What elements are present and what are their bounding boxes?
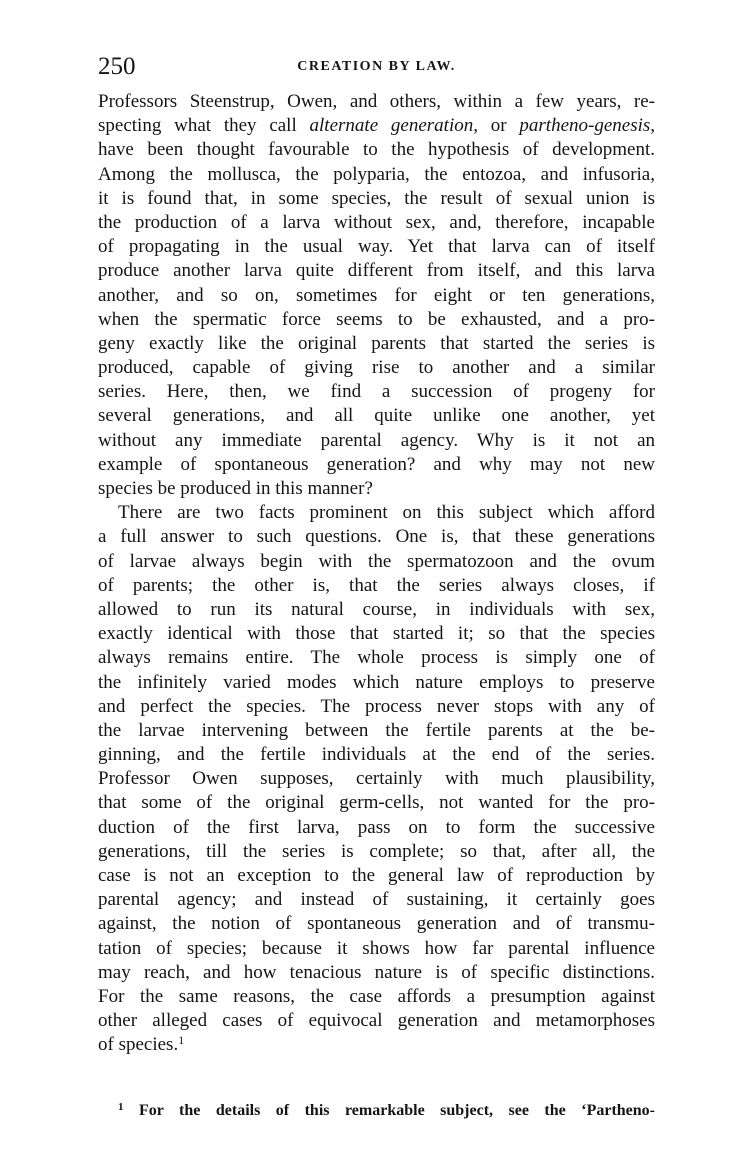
text-line: against, the notion of spontaneous generation and of transmu- [98,913,655,935]
text-line: that some of the original germ-cells, not wanted for the pro- [98,792,655,814]
footnote-reference[interactable]: 1 [178,1033,185,1048]
text-line: There are two facts prominent on this subject which afford [118,502,655,524]
text-line: example of spontaneous generation? and why may not new [98,453,655,475]
text-line: other alleged cases of equivocal generation and metamorphoses [98,1010,655,1032]
text-line: of parents; the other is, that the series always closes, if [98,574,655,596]
text-line [98,1033,655,1057]
text-line: Among the mollusca, the polyparia, the entozoa, and infusoria, [98,163,655,185]
text-line: a full answer to such questions. One is, that these generations [98,526,655,548]
text-line: exactly identical with those that started it; so that the species [98,623,655,645]
text-line: the larvae intervening between the fertile parents at the be- [98,719,655,741]
text-line: may reach, and how tenacious nature is of specific distinctions. [98,961,655,983]
text-line [98,114,655,138]
text-line: geny exactly like the original parents that started the series is [98,332,655,354]
text-line: of propagating in the usual way. Yet that larva can of itself [98,236,655,258]
footnote-mark: 1 [118,1101,124,1113]
text-line: it is found that, in some species, the result of sexual union is [98,187,655,209]
footnote [98,1099,655,1123]
text-run: of species. [98,1034,179,1056]
body-text [98,90,655,1058]
italic-term: partheno-genesis, [519,115,655,137]
text-line: generations, till the series is complete; so that, after all, the [98,840,655,862]
running-title: CREATION BY LAW. [297,59,456,74]
text-line: duction of the first larva, pass on to form the successive [98,816,655,838]
text-line: always remains entire. The whole process is simply one of [98,647,655,669]
italic-term: alternate generation, [309,115,478,137]
text-line: case is not an exception to the general law of reproduction by [98,865,655,886]
text-line: produce another larva quite different from itself, and this larva [98,260,655,282]
text-line: several generations, and all quite unlike one another, yet [98,405,655,427]
text-line: have been thought favourable to the hypothesis of development. [98,139,655,161]
text-run: or [477,115,520,137]
text-line: Professors Steenstrup, Owen, and others, within a few years, re- [98,91,655,112]
text-line: produced, capable of giving rise to another and a similar [98,357,655,379]
text-line: tation of species; because it shows how far parental influence [98,937,655,959]
footnote-text: For the details of this remarkable subject, see the ‘Partheno- [123,1102,655,1119]
text-line: of larvae always begin with the spermatozoon and the ovum [98,550,655,572]
text-line: Professor Owen supposes, certainly with much plausibility, [98,768,655,790]
text-line: the production of a larva without sex, and, therefore, incapable [98,211,655,233]
text-line: when the spermatic force seems to be exhausted, and a pro- [98,308,655,330]
text-line: and perfect the species. The process never stops with any of [98,695,655,717]
text-line: For the same reasons, the case affords a presumption against [98,985,655,1007]
text-line: without any immediate parental agency. Why is it not an [98,429,655,451]
running-head [98,52,655,82]
text-line: parental agency; and instead of sustaining, it certainly goes [98,889,655,911]
text-line: the infinitely varied modes which nature employs to preserve [98,671,655,693]
page-number: 250 [98,53,136,80]
text-line: allowed to run its natural course, in individuals with sex, [98,598,655,620]
text-run: specting what they call [98,115,310,137]
text-line: series. Here, then, we find a succession of progeny for [98,381,655,403]
text-line: ginning, and the fertile individuals at the end of the series. [98,744,655,766]
text-line: another, and so on, sometimes for eight or ten generations, [98,284,655,306]
text-line: species be produced in this manner? [98,478,373,499]
